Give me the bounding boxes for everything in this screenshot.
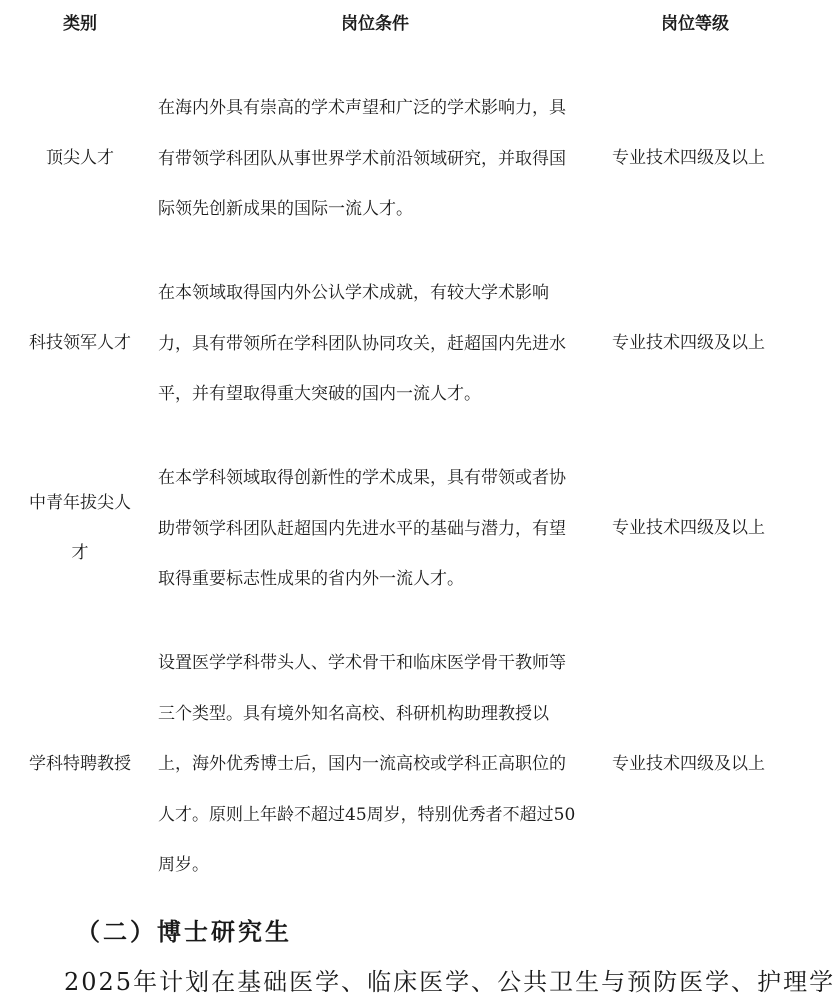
header-condition: 岗位条件 (341, 14, 409, 34)
row-condition (158, 453, 598, 605)
condition-line: 际领先创新成果的国际一流人才。 (158, 199, 413, 219)
condition-line: 平，并有望取得重大突破的国内一流人才。 (158, 384, 481, 404)
header-category: 类别 (63, 14, 97, 34)
condition-line: 在海内外具有崇高的学术声望和广泛的学术影响力，具 (158, 98, 566, 118)
row-condition (158, 638, 598, 891)
condition-line: 助带领学科团队赶超国内先进水平的基础与潜力，有望 (158, 518, 566, 539)
condition-line: 取得重要标志性成果的省内外一流人才。 (158, 569, 464, 589)
category-line: 中青年拔尖人 (29, 493, 131, 513)
table-row (0, 268, 839, 418)
row-level: 专业技术四级及以上 (612, 333, 765, 353)
row-level: 专业技术四级及以上 (612, 518, 765, 538)
condition-line: 人才。原则上年龄不超过45周岁，特别优秀者不超过50 (158, 804, 576, 825)
condition-line: 三个类型。具有境外知名高校、科研机构助理教授以 (158, 703, 549, 724)
condition-line: 周岁。 (158, 855, 209, 875)
condition-line: 设置医学学科带头人、学术骨干和临床医学骨干教师等 (158, 653, 566, 673)
category-line: 才 (71, 543, 89, 563)
condition-line: 在本领域取得国内外公认学术成就，有较大学术影响 (158, 283, 549, 303)
row-condition (158, 83, 598, 235)
row-category (0, 478, 160, 578)
table-row (0, 83, 839, 233)
table-row (0, 638, 839, 890)
condition-line: 力，具有带领所在学科团队协同攻关，赶超国内先进水 (158, 333, 566, 354)
row-condition (158, 268, 598, 420)
row-level: 专业技术四级及以上 (612, 754, 765, 774)
section-heading: （二）博士研究生 (76, 917, 292, 946)
condition-line: 上，海外优秀博士后，国内一流高校或学科正高职位的 (158, 754, 566, 774)
row-category: 学科特聘教授 (29, 754, 131, 774)
condition-line: 有带领学科团队从事世界学术前沿领域研究，并取得国 (158, 148, 566, 169)
row-category: 顶尖人才 (46, 148, 114, 168)
condition-line: 在本学科领域取得创新性的学术成果，具有带领或者协 (158, 468, 566, 488)
row-category: 科技领军人才 (29, 333, 131, 353)
body-paragraph: 2025年计划在基础医学、临床医学、公共卫生与预防医学、护理学 (64, 968, 836, 996)
header-level: 岗位等级 (661, 14, 729, 34)
row-level: 专业技术四级及以上 (612, 148, 765, 168)
table-row (0, 453, 839, 603)
